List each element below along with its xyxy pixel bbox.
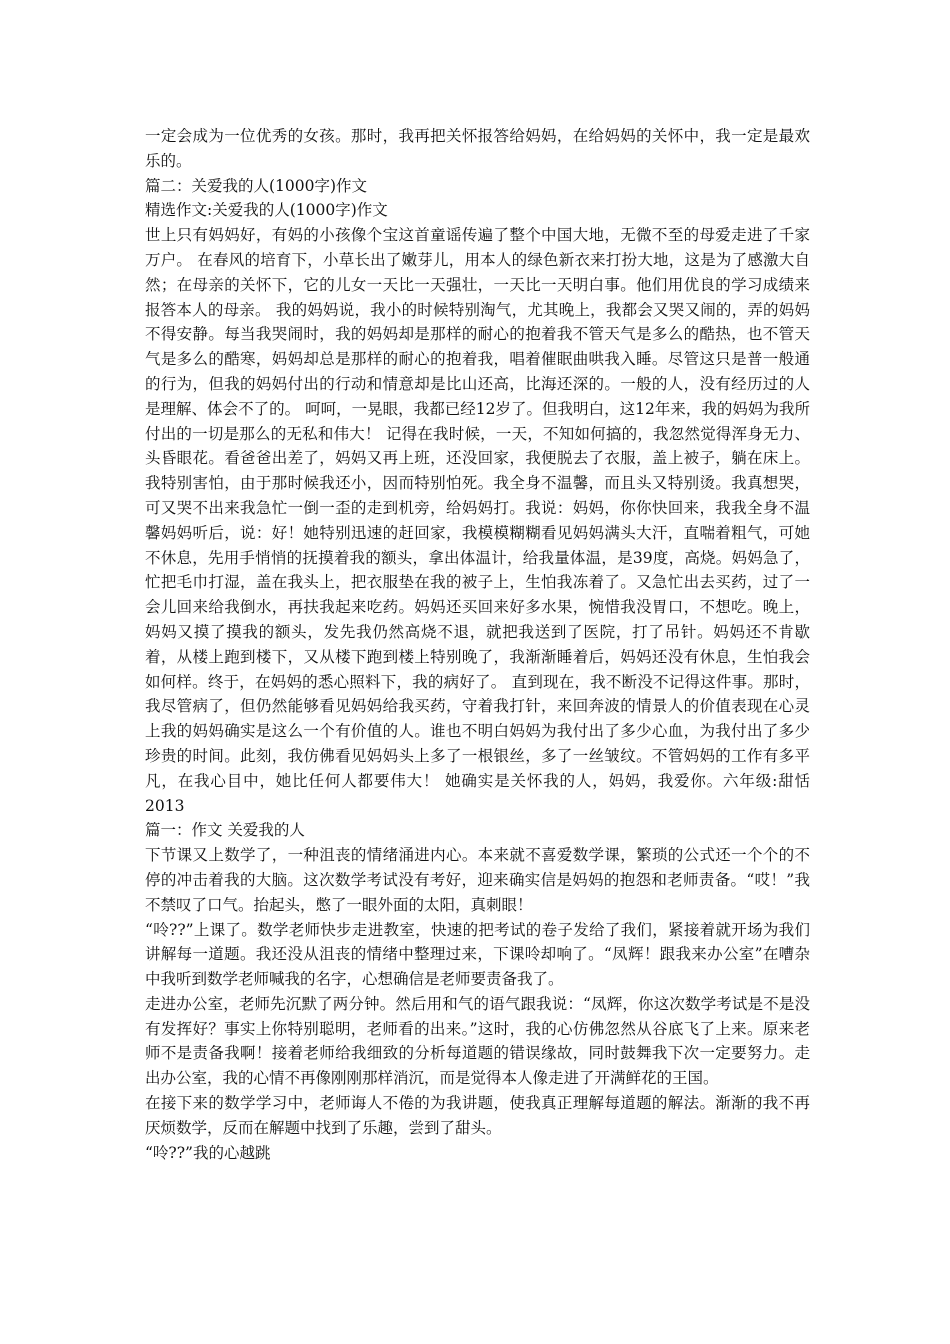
section-heading-part-two: 篇二：关爱我的人(1000字)作文 — [145, 176, 368, 195]
paragraph: “呤??”我的心越跳 — [145, 1143, 271, 1162]
paragraph-continuation: 一定会成为一位优秀的女孩。那时，我再把关怀报答给妈妈，在给妈妈的关怀中，我一定是最欢乐的。 — [145, 127, 810, 170]
paragraph: 在接下来的数学学习中，老师诲人不倦的为我讲题，使我真正理解每道题的解法。渐渐的我不再厌烦数学，反而在解题中找到了乐趣，尝到了甜头。 — [145, 1094, 810, 1137]
paragraph: 走进办公室，老师先沉默了两分钟。然后用和气的语气跟我说：“凤辉，你这次数学考试是不是没有发挥好？事实上你特别聪明，老师看的出来。”这时，我的心仿佛忽然从谷底飞了上来。原来老师不是责备我啊！接着老师给我细致的分析每道题的错误缘故，同时鼓舞我下次一定要努力。走出办公室，我的心情不再像刚刚那样消沉，而是觉得本人像走进了开满鲜花的王国。 — [145, 994, 810, 1088]
paragraph: “呤??”上课了。数学老师快步走进教室，快速的把考试的卷子发给了我们，紧接着就开场为我们讲解每一道题。我还没从沮丧的情绪中整理过来，下课呤却响了。“凤辉！跟我来办公室”在嘈杂中我听到数学老师喊我的名字，心想确信是老师要责备我了。 — [145, 920, 810, 989]
document-page — [145, 124, 810, 1165]
paragraph: 下节课又上数学了，一种沮丧的情绪涌进内心。本来就不喜爱数学课，繁琐的公式还一个个的不停的冲击着我的大脑。这次数学考试没有考好，迎来确实信是妈妈的抱怨和老师责备。“哎！”我不禁叹了口气。抬起头，憋了一眼外面的太阳，真刺眼！ — [145, 846, 810, 914]
section-heading-part-one: 篇一：作文 关爱我的人 — [145, 821, 305, 840]
essay-title: 精选作文:关爱我的人(1000字)作文 — [145, 201, 388, 220]
essay-body: 世上只有妈妈好，有妈的小孩像个宝这首童谣传遍了整个中国大地，无微不至的母爱走进了千家万户。 在春风的培育下，小草长出了嫩芽儿，用本人的绿色新衣来打扮大地，这是为了感激大自然；在母亲的关怀下，它的儿女一天比一天强壮，一天比一天明白事。他们用优良的学习成绩来报答本人的母亲。 我的妈妈说，我小的时候特别淘气，尤其晚上，我都会又哭又闹的，弄的妈妈不得安静。每当我哭闹时，我的妈妈却是那样的耐心的抱着我不管天气是多么的酷热，也不管天气是多么的酷寒，妈妈却总是那样的耐心的抱着我，唱着催眠曲哄我入睡。尽管这只是普一般通的行为，但我的妈妈付出的行动和情意却是比山还高，比海还深的。一般的人，没有经历过的人是理解、体会不了的。 呵呵，一晃眼，我都已经12岁了。但我明白，这12年来，我的妈妈为我所付出的一切是那么的无私和伟大！ 记得在我时候，一天，不知如何搞的，我忽然觉得浑身无力、头昏眼花。看爸爸出差了，妈妈又再上班，还没回家，我便脱去了衣服，盖上被子，躺在床上。我特别害怕，由于那时候我还小，因而特别怕死。我全身不温馨，而且头又特别烫。我真想哭，可又哭不出来我急忙一倒一歪的走到机旁，给妈妈打。我说：妈妈，你你快回来，我我全身不温馨妈妈听后，说：好！她特别迅速的赶回家，我模模糊糊看见妈妈满头大汗，直喘着粗气，可她不休息，先用手悄悄的抚摸着我的额头，拿出体温计，给我量体温，是39度，高烧。妈妈急了，忙把毛巾打湿，盖在我头上，把衣服垫在我的被子上，生怕我冻着了。又急忙出去买药，过了一会儿回来给我倒水，再扶我起来吃药。妈妈还买回来好多水果，惋惜我没胃口，不想吃。晚上，妈妈又摸了摸我的额头，发先我仍然高烧不退，就把我送到了医院，打了吊针。妈妈还不肯歇着，从楼上跑到楼下，又从楼下跑到楼上特别晚了，我渐渐睡着后，妈妈还没有休息，生怕我会如何样。终于，在妈妈的悉心照料下，我的病好了。 直到现在，我不断没不记得这件事。那时，我尽管病了，但仍然能够看见妈妈给我买药，守着我打针，来回奔波的情景人的价值表现在心灵上我的妈妈确实是这么一个有价值的人。谁也不明白妈妈为我付出了多少心血，为我付出了多少珍贵的时间。此刻，我仿佛看见妈妈头上多了一根银丝，多了一丝皱纹。不管妈妈的工作有多平凡，在我心目中，她比任何人都要伟大！ 她确实是关怀我的人，妈妈，我爱你。六年级:甜恬2013 — [145, 226, 810, 815]
